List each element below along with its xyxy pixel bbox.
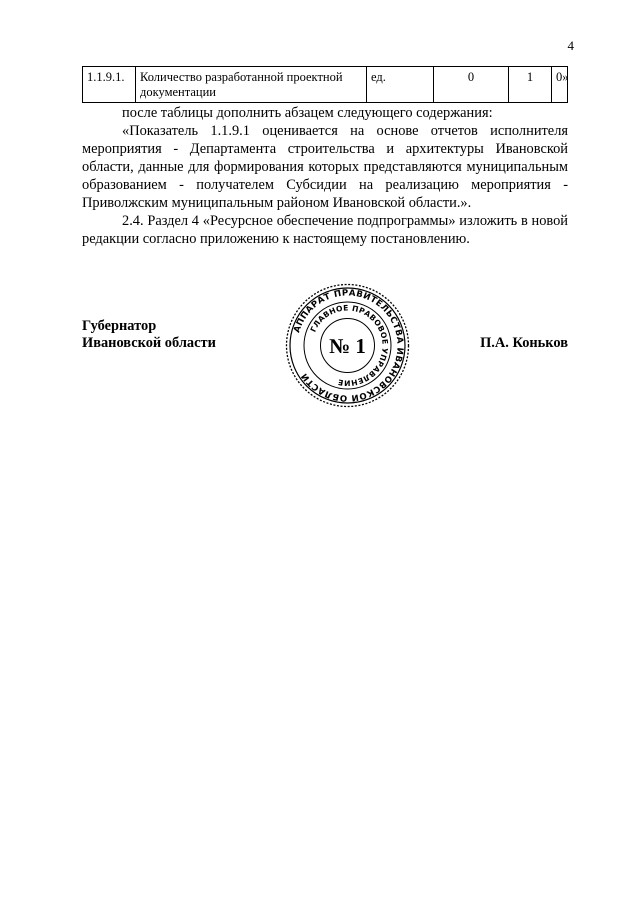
paragraph-indicator-description: «Показатель 1.1.9.1 оценивается на основе отчетов исполнителя мероприятия - Департамента строительства и архитектуры Ивановской области, данные для формирования которых представляются муниципальным образованием - получателем Субсидии на реализацию мероприятия - Приволжским муниципальным районом Ивановской области.». [82, 123, 568, 211]
paragraph-section-4: 2.4. Раздел 4 «Ресурсное обеспечение подпрограммы» изложить в новой редакции согласно приложению к настоящему постановлению. [82, 213, 568, 247]
paragraph-intro: после таблицы дополнить абзацем следующего содержания: [122, 105, 493, 121]
seal-outer-text-path: АППАРАТ ПРАВИТЕЛЬСТВА ИВАНОВСКОЙ ОБЛАСТИ [292, 288, 405, 403]
document-body [82, 104, 568, 248]
official-seal [285, 283, 410, 408]
indicator-name-cell [136, 67, 367, 103]
indicator-value-2-cell: 1 [509, 67, 552, 103]
indicator-value-3-cell: 0» [552, 67, 568, 103]
table-row [83, 67, 568, 103]
indicator-table [82, 66, 568, 103]
indicator-name-line2: документации [140, 85, 216, 99]
seal-number: № 1 [329, 334, 366, 358]
indicator-number-cell: 1.1.9.1. [83, 67, 136, 103]
indicator-value-1-cell: 0 [434, 67, 509, 103]
seal-inner-text-path: ГЛАВНОЕ ПРАВОВОЕ УПРАВЛЕНИЕ [308, 303, 390, 388]
signatory-title [82, 318, 216, 352]
signatory-name: П.А. Коньков [480, 335, 568, 351]
signatory-title-line1: Губернатор [82, 318, 157, 334]
page-number: 4 [567, 38, 574, 53]
indicator-name-line1: Количество разработанной проектной [140, 70, 343, 84]
indicator-unit-cell: ед. [367, 67, 434, 103]
signatory-title-line2: Ивановской области [82, 335, 216, 351]
